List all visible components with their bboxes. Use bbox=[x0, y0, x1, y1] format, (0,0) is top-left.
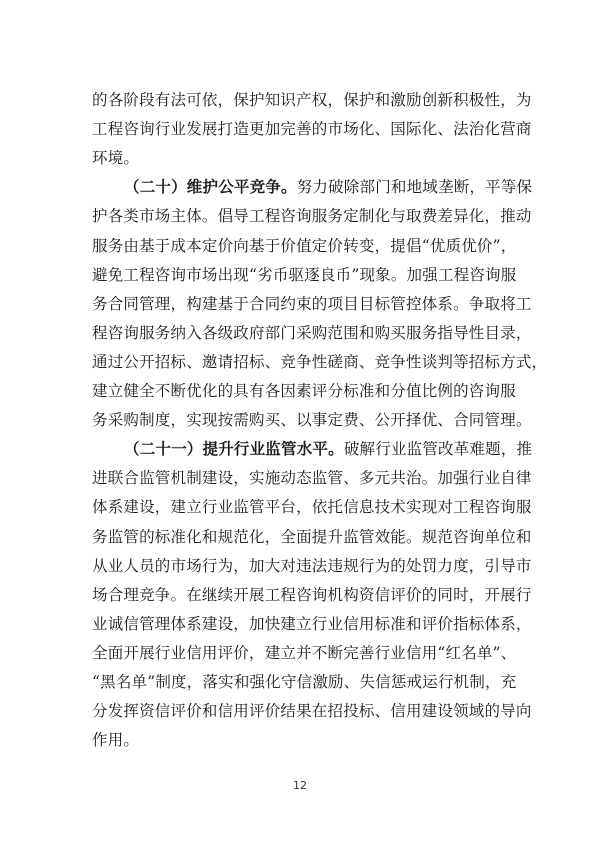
body-line bbox=[92, 585, 532, 605]
line-text: 场合理竞争。在继续开展工程咨询机构资信评价的同时，开展行 bbox=[92, 585, 532, 604]
body-line bbox=[92, 614, 532, 634]
line-text: 努力破除部门和地域垄断，平等保 bbox=[296, 178, 533, 197]
body-line bbox=[92, 352, 547, 372]
line-text: 务合同管理，构建基于合同约束的项目目标管控体系。争取将工 bbox=[92, 294, 532, 313]
body-line bbox=[92, 381, 516, 401]
body-line bbox=[92, 468, 532, 488]
line-text: 务监管的标准化和规范化，全面提升监管效能。规范咨询单位和 bbox=[92, 527, 532, 546]
line-text: 进联合监管机制建设，实施动态监管、多元共治。加强行业自律 bbox=[92, 469, 532, 488]
line-text: 避免工程咨询市场出现“劣币驱逐良币”现象。加强工程咨询服 bbox=[92, 265, 517, 284]
line-text: “黑名单”制度，落实和强化守信激励、失信惩戒运行机制，充 bbox=[92, 673, 517, 691]
section-heading: （二十）维护公平竞争。 bbox=[124, 178, 297, 197]
line-text: 程咨询服务纳入各级政府部门采购范围和购买服务指导性目录， bbox=[92, 323, 532, 342]
line-text: 全面开展行业信用评价，建立并不断完善行业信用“红名单”、 bbox=[92, 643, 517, 662]
body-line bbox=[92, 730, 139, 750]
line-text: 建立健全不断优化的具有各因素评分标准和分值比例的咨询服 bbox=[92, 382, 516, 400]
body-line bbox=[92, 701, 532, 721]
line-text: 体系建设，建立行业监管平台，依托信息技术实现对工程咨询服 bbox=[92, 498, 532, 517]
body-line bbox=[92, 643, 516, 663]
line-text: 从业人员的市场行为，加大对违法违规行为的处罚力度，引导市 bbox=[92, 556, 532, 575]
line-text: 的各阶段有法可依，保护知识产权，保护和激励创新积极性，为 bbox=[92, 91, 532, 109]
body-line bbox=[92, 410, 532, 430]
line-text: 业诚信管理体系建设，加快建立行业信用标准和评价指标体系， bbox=[92, 614, 532, 633]
body-line bbox=[92, 556, 532, 576]
page-number: 12 bbox=[293, 779, 307, 792]
line-text: 破解行业监管改革难题，推 bbox=[343, 440, 533, 459]
line-text: 环境。 bbox=[92, 149, 140, 168]
line-text: 护各类市场主体。倡导工程咨询服务定制化与取费差异化，推动 bbox=[92, 207, 532, 226]
section-first-line bbox=[124, 439, 532, 459]
line-text: 工程咨询行业发展打造更加完善的市场化、国际化、法治化营商 bbox=[92, 120, 532, 139]
body-line bbox=[92, 265, 516, 285]
line-text: 通过公开招标、邀请招标、竞争性磋商、竞争性谈判等招标方式， bbox=[92, 352, 548, 371]
body-line bbox=[92, 294, 532, 314]
line-text: 务采购制度，实现按需购买、以事定费、公开择优、合同管理。 bbox=[92, 411, 532, 430]
section-heading: （二十一）提升行业监管水平。 bbox=[124, 440, 344, 459]
section-first-line bbox=[124, 177, 532, 197]
body-line bbox=[92, 119, 532, 139]
body-line bbox=[92, 148, 139, 168]
body-line bbox=[92, 497, 532, 517]
body-line bbox=[92, 527, 532, 547]
body-line bbox=[92, 90, 532, 110]
line-text: 作用。 bbox=[92, 731, 140, 750]
body-line bbox=[92, 206, 532, 226]
line-text: 分发挥资信评价和信用评价结果在招投标、信用建设领域的导向 bbox=[92, 702, 532, 721]
body-line bbox=[92, 672, 516, 692]
line-text: 服务由基于成本定价向基于价值定价转变，提倡“优质优价”， bbox=[92, 236, 517, 255]
body-line bbox=[92, 236, 516, 256]
body-line bbox=[92, 323, 532, 343]
